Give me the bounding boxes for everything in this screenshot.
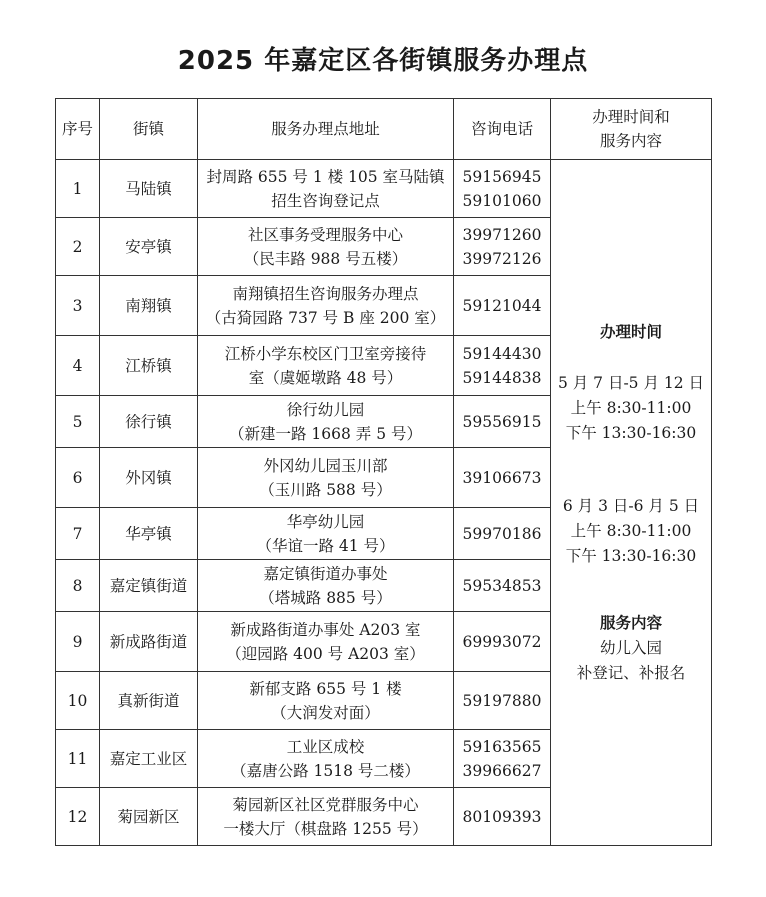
address-line2: （新建一路 1668 弄 5 号） <box>228 424 423 443</box>
period1-dates: 5 月 7 日-5 月 12 日 <box>557 373 705 392</box>
town-cell <box>100 396 198 448</box>
seq-cell <box>56 160 100 218</box>
phone-cell <box>454 560 551 612</box>
seq-text: 5 <box>72 412 83 431</box>
phone-cell <box>454 396 551 448</box>
phone-cell <box>454 508 551 560</box>
phone-line1: 59121044 <box>462 296 542 315</box>
header-phone: 咨询电话 <box>454 99 551 160</box>
seq-cell <box>56 560 100 612</box>
address-cell <box>198 672 454 730</box>
header-row <box>56 99 712 160</box>
seq-text: 6 <box>72 468 83 487</box>
town-cell <box>100 448 198 508</box>
time-heading: 办理时间 <box>599 322 662 341</box>
phone-line1: 59534853 <box>462 576 542 595</box>
town-text: 嘉定镇街道 <box>109 576 188 595</box>
header-seq: 序号 <box>56 99 100 160</box>
phone-line1: 59156945 <box>462 167 542 186</box>
page-title: 2025 年嘉定区各街镇服务办理点 <box>177 46 589 76</box>
seq-text: 10 <box>67 691 88 710</box>
town-cell <box>100 336 198 396</box>
town-text: 江桥镇 <box>125 356 172 375</box>
address-line2: （古猗园路 737 号 B 座 200 室） <box>205 308 446 327</box>
address-cell <box>198 276 454 336</box>
town-text: 马陆镇 <box>125 179 172 198</box>
address-line1: 华亭幼儿园 <box>286 512 365 531</box>
seq-text: 11 <box>67 749 88 768</box>
address-line2: 一楼大厅（棋盘路 1255 号） <box>223 819 428 838</box>
address-cell <box>198 336 454 396</box>
town-text: 南翔镇 <box>125 296 172 315</box>
seq-text: 4 <box>72 356 83 375</box>
town-cell <box>100 560 198 612</box>
phone-line2: 39972126 <box>462 249 542 268</box>
address-cell <box>198 508 454 560</box>
address-cell <box>198 612 454 672</box>
town-text: 徐行镇 <box>125 412 172 431</box>
address-cell <box>198 730 454 788</box>
phone-line2: 59101060 <box>462 191 542 210</box>
seq-cell <box>56 672 100 730</box>
content-line1: 幼儿入园 <box>599 638 662 657</box>
address-line1: 新郁支路 655 号 1 楼 <box>249 679 402 698</box>
address-cell <box>198 396 454 448</box>
phone-cell <box>454 788 551 846</box>
phone-line1: 59970186 <box>462 524 542 543</box>
address-line1: 徐行幼儿园 <box>286 400 365 419</box>
seq-text: 3 <box>72 296 83 315</box>
phone-line1: 80109393 <box>462 807 542 826</box>
town-text: 嘉定工业区 <box>109 749 188 768</box>
seq-cell <box>56 336 100 396</box>
address-line1: 封周路 655 号 1 楼 105 室马陆镇 <box>206 167 445 186</box>
address-line2: （华谊一路 41 号） <box>256 536 395 555</box>
phone-cell <box>454 730 551 788</box>
phone-cell <box>454 672 551 730</box>
town-text: 新成路街道 <box>109 632 188 651</box>
town-cell <box>100 788 198 846</box>
town-cell <box>100 672 198 730</box>
address-cell <box>198 218 454 276</box>
seq-cell <box>56 218 100 276</box>
header-service-line2: 服务内容 <box>599 132 662 150</box>
seq-cell <box>56 508 100 560</box>
seq-cell <box>56 730 100 788</box>
content-heading: 服务内容 <box>599 613 662 632</box>
seq-text: 12 <box>67 807 88 826</box>
seq-text: 7 <box>72 524 83 543</box>
content-line2: 补登记、补报名 <box>576 663 686 682</box>
address-line2: 室（虞姬墩路 48 号） <box>248 368 403 387</box>
address-line1: 菊园新区社区党群服务中心 <box>232 795 419 814</box>
phone-cell <box>454 218 551 276</box>
town-text: 安亭镇 <box>125 237 172 256</box>
phone-cell <box>454 612 551 672</box>
period2-am: 上午 8:30-11:00 <box>570 521 692 540</box>
header-town: 街镇 <box>100 99 198 160</box>
phone-cell <box>454 448 551 508</box>
address-cell <box>198 788 454 846</box>
period1-am: 上午 8:30-11:00 <box>570 398 692 417</box>
phone-line1: 59556915 <box>462 412 542 431</box>
table-row <box>56 160 712 218</box>
address-line1: 新成路街道办事处 A203 室 <box>230 620 421 639</box>
town-text: 外冈镇 <box>125 468 172 487</box>
town-text: 真新街道 <box>117 691 180 710</box>
phone-line1: 59163565 <box>462 737 542 756</box>
seq-cell <box>56 396 100 448</box>
seq-cell <box>56 788 100 846</box>
town-text: 华亭镇 <box>125 524 172 543</box>
header-service-line1: 办理时间和 <box>592 108 670 126</box>
town-text: 菊园新区 <box>117 807 180 826</box>
seq-cell <box>56 276 100 336</box>
town-cell <box>100 218 198 276</box>
period2-pm: 下午 13:30-16:30 <box>565 546 697 565</box>
address-line2: （塔城路 885 号） <box>259 588 392 607</box>
address-line2: （玉川路 588 号） <box>259 480 392 499</box>
phone-line1: 39971260 <box>462 225 542 244</box>
phone-line2: 59144838 <box>462 368 542 387</box>
header-address: 服务办理点地址 <box>198 99 454 160</box>
address-line1: 外冈幼儿园玉川部 <box>263 456 388 475</box>
service-points-table <box>55 98 712 846</box>
address-line1: 江桥小学东校区门卫室旁接待 <box>224 344 427 363</box>
town-cell <box>100 612 198 672</box>
seq-text: 9 <box>72 632 83 651</box>
phone-cell <box>454 276 551 336</box>
address-line2: 招生咨询登记点 <box>271 191 380 210</box>
seq-text: 2 <box>72 237 83 256</box>
address-line1: 社区事务受理服务中心 <box>247 225 403 244</box>
address-cell <box>198 560 454 612</box>
phone-cell <box>454 160 551 218</box>
address-line1: 工业区成校 <box>286 737 365 756</box>
phone-line1: 39106673 <box>462 468 542 487</box>
phone-line1: 59197880 <box>462 691 542 710</box>
phone-line1: 59144430 <box>462 344 542 363</box>
seq-text: 1 <box>72 179 83 198</box>
town-cell <box>100 508 198 560</box>
address-cell <box>198 448 454 508</box>
address-line2: （迎园路 400 号 A203 室） <box>226 644 425 663</box>
phone-line1: 69993072 <box>462 632 542 651</box>
address-line1: 嘉定镇街道办事处 <box>263 564 388 583</box>
town-cell <box>100 276 198 336</box>
address-line1: 南翔镇招生咨询服务办理点 <box>232 284 419 303</box>
service-info-cell <box>551 160 712 846</box>
address-line2: （大润发对面） <box>271 703 380 722</box>
seq-cell <box>56 612 100 672</box>
address-line2: （嘉唐公路 1518 号二楼） <box>231 761 420 780</box>
address-line2: （民丰路 988 号五楼） <box>243 249 408 268</box>
town-cell <box>100 160 198 218</box>
address-cell <box>198 160 454 218</box>
phone-cell <box>454 336 551 396</box>
seq-cell <box>56 448 100 508</box>
phone-line2: 39966627 <box>462 761 542 780</box>
town-cell <box>100 730 198 788</box>
seq-text: 8 <box>72 576 83 595</box>
period1-pm: 下午 13:30-16:30 <box>565 423 697 442</box>
header-service <box>551 99 712 160</box>
period2-dates: 6 月 3 日-6 月 5 日 <box>562 496 700 515</box>
